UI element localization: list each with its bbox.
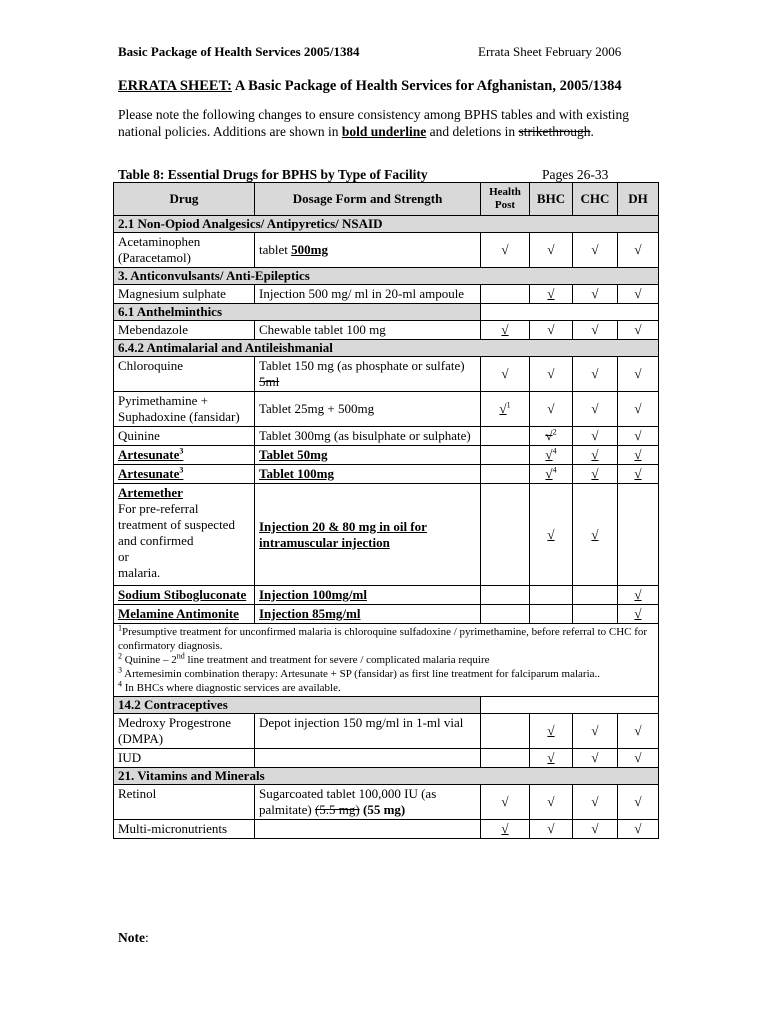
- dosage-cell: Tablet 300mg (as bisulphate or sulphate): [255, 427, 481, 446]
- check-cell: [481, 392, 530, 427]
- empty-cell: [481, 446, 530, 465]
- table-row: [114, 392, 659, 427]
- footnotes-row: [114, 624, 659, 697]
- table-row: [114, 605, 659, 624]
- dosage-cell: [255, 785, 481, 820]
- check-mark: √: [530, 749, 573, 768]
- footnote-ref: 3: [179, 465, 184, 475]
- dosage-text: Tablet 150 mg (as phosphate or sulfate): [259, 358, 465, 373]
- empty-cell: [481, 749, 530, 768]
- check-mark: √: [618, 586, 659, 605]
- footnote-3: Artemesimin combination therapy: Artesunate + SP (fansidar) as first line treatment for falciparum malaria..: [122, 668, 601, 680]
- drug-name: Artemether: [118, 485, 183, 500]
- check-mark: √: [573, 446, 618, 465]
- footnote-number: 2: [118, 651, 122, 661]
- dosage-cell: Tablet 100mg: [255, 465, 481, 484]
- table-row: [114, 714, 659, 749]
- drug-cell: Quinine: [114, 427, 255, 446]
- dosage-text: tablet: [259, 242, 292, 257]
- check-mark: √: [573, 233, 618, 268]
- dosage-deleted: 5ml: [259, 374, 280, 389]
- footnote-ref: 2: [552, 427, 557, 437]
- empty-cell: [530, 605, 573, 624]
- check-mark: √: [618, 605, 659, 624]
- check-mark: √: [618, 285, 659, 304]
- intro-text-3: .: [590, 124, 594, 139]
- section-blank: [481, 697, 659, 714]
- check-mark: √: [618, 233, 659, 268]
- running-header-left: Basic Package of Health Services 2005/1384: [118, 44, 360, 59]
- dosage-cell: Injection 500 mg/ ml in 20-ml ampoule: [255, 285, 481, 304]
- dosage-cell: [255, 233, 481, 268]
- empty-cell: [481, 427, 530, 446]
- drug-cell: IUD: [114, 749, 255, 768]
- empty-cell: [530, 586, 573, 605]
- table-row: [114, 446, 659, 465]
- check-mark: √: [573, 785, 618, 820]
- title-text: A Basic Package of Health Services for Afghanistan, 2005/1384: [232, 78, 622, 94]
- col-header-chc: CHC: [573, 183, 618, 216]
- document-title: [118, 78, 622, 95]
- col-header-bhc: BHC: [530, 183, 573, 216]
- drug-cell: Acetaminophen (Paracetamol): [114, 233, 255, 268]
- dosage-text: Sugarcoated tablet 100,000 IU (as palmitate): [259, 786, 437, 817]
- errata-label: ERRATA SHEET:: [118, 78, 233, 94]
- check-mark: √: [530, 285, 573, 304]
- check-mark: √: [618, 820, 659, 839]
- dosage-deleted: (5.5 mg): [314, 802, 360, 817]
- table-caption: [118, 167, 658, 183]
- check-mark: √: [530, 820, 573, 839]
- check-mark: √: [530, 357, 573, 392]
- footnote-ref: 1: [506, 400, 511, 410]
- empty-cell: [481, 285, 530, 304]
- check-mark: √: [618, 749, 659, 768]
- section-row: [114, 768, 659, 785]
- dosage-cell: Tablet 50mg: [255, 446, 481, 465]
- empty-cell: [481, 605, 530, 624]
- drug-name: Artesunate: [118, 466, 180, 481]
- empty-cell: [481, 714, 530, 749]
- table-row: [114, 233, 659, 268]
- check-mark-deleted: √: [545, 428, 553, 443]
- col-header-health-post: [481, 183, 530, 216]
- drug-cell: [114, 484, 255, 586]
- table-header-row: [114, 183, 659, 216]
- essential-drugs-table: [113, 182, 659, 839]
- dosage-cell: [255, 357, 481, 392]
- section-row: [114, 304, 659, 321]
- section-title: 2.1 Non-Opiod Analgesics/ Antipyretics/ NSAID: [114, 216, 659, 233]
- check-mark: √: [618, 357, 659, 392]
- table-caption-title: Table 8: Essential Drugs for BPHS by Type of Facility: [118, 167, 428, 182]
- check-cell: [530, 446, 573, 465]
- check-cell: [530, 427, 573, 446]
- drug-cell: Retinol: [114, 785, 255, 820]
- drug-note: For pre-referral treatment of suspected and confirmed: [118, 501, 235, 548]
- drug-cell: Magnesium sulphate: [114, 285, 255, 304]
- intro-bold-underline: bold underline: [341, 124, 427, 139]
- dosage-cell: Chewable tablet 100 mg: [255, 321, 481, 340]
- check-mark: √: [618, 714, 659, 749]
- intro-paragraph: [118, 106, 658, 140]
- check-mark: √: [481, 820, 530, 839]
- footnote-4: In BHCs where diagnostic services are available.: [122, 682, 341, 694]
- check-mark: √: [573, 749, 618, 768]
- drug-cell: Sodium Stibogluconate: [114, 586, 255, 605]
- check-mark: √: [530, 233, 573, 268]
- check-mark: √: [573, 321, 618, 340]
- check-mark: √: [481, 321, 530, 340]
- table-row: [114, 749, 659, 768]
- footnote-ref: 3: [179, 446, 184, 456]
- table-caption-pages: Pages 26-33: [542, 167, 609, 182]
- check-mark: √: [530, 484, 573, 586]
- check-mark: √: [573, 820, 618, 839]
- dosage-cell: [255, 749, 481, 768]
- footnote-ref: 4: [552, 446, 557, 456]
- check-mark: √: [573, 484, 618, 586]
- check-mark: √: [530, 321, 573, 340]
- section-row: [114, 268, 659, 285]
- note-label: Note: [118, 930, 145, 945]
- intro-strikethrough: strikethrough: [518, 124, 591, 139]
- footnote-number: 1: [118, 623, 122, 633]
- empty-cell: [618, 484, 659, 586]
- note-colon: :: [145, 930, 149, 945]
- check-mark: √: [618, 446, 659, 465]
- footnote-number: 4: [118, 679, 122, 689]
- dosage-cell: Depot injection 150 mg/ml in 1-ml vial: [255, 714, 481, 749]
- empty-cell: [481, 484, 530, 586]
- drug-note: or: [118, 549, 129, 564]
- drug-cell: Mebendazole: [114, 321, 255, 340]
- footnote-1: Presumptive treatment for unconfirmed malaria is chloroquine sulfadoxine / pyrimethamine, before referral to CHC for confirmatory diagnosis.: [118, 626, 648, 652]
- table-row: [114, 785, 659, 820]
- footnote-ref: 4: [552, 465, 557, 475]
- check-mark: √: [530, 714, 573, 749]
- check-mark: √: [481, 785, 530, 820]
- section-row: [114, 697, 659, 714]
- check-mark: √: [618, 427, 659, 446]
- drug-cell: Multi-micronutrients: [114, 820, 255, 839]
- dosage-cell: [255, 820, 481, 839]
- dosage-cell: Tablet 25mg + 500mg: [255, 392, 481, 427]
- section-blank: [481, 304, 659, 321]
- check-mark: √: [545, 447, 553, 462]
- check-mark: √: [545, 466, 553, 481]
- section-row: [114, 216, 659, 233]
- drug-cell: [114, 465, 255, 484]
- drug-cell: Medroxy Progestrone (DMPA): [114, 714, 255, 749]
- empty-cell: [573, 605, 618, 624]
- drug-cell: [114, 446, 255, 465]
- table-row: [114, 427, 659, 446]
- check-mark: √: [481, 233, 530, 268]
- check-mark: √: [573, 392, 618, 427]
- ordinal-suffix: nd: [176, 651, 185, 661]
- empty-cell: [481, 465, 530, 484]
- intro-text-1: Please note the following changes to ensure consistency among BPHS tables and with existing national policies. Additions are shown in: [118, 107, 630, 139]
- empty-cell: [481, 586, 530, 605]
- check-mark: √: [618, 465, 659, 484]
- col-header-drug: Drug: [114, 183, 255, 216]
- table-row: [114, 285, 659, 304]
- footnote-2-cont: line treatment and treatment for severe / complicated malaria require: [184, 654, 490, 666]
- table-row: [114, 484, 659, 586]
- dosage-added: 500mg: [291, 242, 328, 257]
- check-mark: √: [530, 392, 573, 427]
- check-mark: √: [618, 785, 659, 820]
- check-mark: √: [573, 427, 618, 446]
- drug-note: malaria.: [118, 565, 161, 580]
- section-title: 21. Vitamins and Minerals: [114, 768, 659, 785]
- table-row: [114, 586, 659, 605]
- empty-cell: [573, 586, 618, 605]
- section-title: 14.2 Contraceptives: [114, 697, 481, 714]
- note-heading: [118, 930, 149, 946]
- check-mark: √: [481, 357, 530, 392]
- check-mark: √: [573, 285, 618, 304]
- table-row: [114, 465, 659, 484]
- drug-cell: Chloroquine: [114, 357, 255, 392]
- intro-text-2: and deletions in: [426, 124, 519, 139]
- running-header-right: Errata Sheet February 2006: [478, 44, 622, 59]
- footnote-number: 3: [118, 665, 122, 675]
- check-mark: √: [530, 785, 573, 820]
- footnote-2: Quinine – 2: [122, 654, 177, 666]
- table-row: [114, 357, 659, 392]
- section-title: 3. Anticonvulsants/ Anti-Epileptics: [114, 268, 659, 285]
- dosage-cell: Injection 85mg/ml: [255, 605, 481, 624]
- check-mark: √: [573, 714, 618, 749]
- section-title: 6.1 Anthelminthics: [114, 304, 481, 321]
- footnotes-cell: [114, 624, 659, 697]
- check-mark: √: [573, 465, 618, 484]
- check-mark: √: [573, 357, 618, 392]
- dosage-cell: Injection 20 & 80 mg in oil for intramuscular injection: [255, 484, 481, 586]
- dosage-added: (55 mg): [359, 802, 406, 817]
- dosage-cell: Injection 100mg/ml: [255, 586, 481, 605]
- section-row: [114, 340, 659, 357]
- check-mark: √: [618, 321, 659, 340]
- drug-cell: Melamine Antimonite: [114, 605, 255, 624]
- check-mark: √: [618, 392, 659, 427]
- drug-name: Artesunate: [118, 447, 180, 462]
- col-header-dosage: Dosage Form and Strength: [255, 183, 481, 216]
- table-row: [114, 820, 659, 839]
- col-header-hp-line2: Post: [494, 199, 516, 211]
- check-cell: [530, 465, 573, 484]
- col-header-dh: DH: [618, 183, 659, 216]
- check-mark: √: [499, 401, 507, 416]
- section-title: 6.4.2 Antimalarial and Antileishmanial: [114, 340, 659, 357]
- col-header-hp-line1: Health: [489, 186, 521, 198]
- drug-cell: Pyrimethamine + Suphadoxine (fansidar): [114, 392, 255, 427]
- table-row: [114, 321, 659, 340]
